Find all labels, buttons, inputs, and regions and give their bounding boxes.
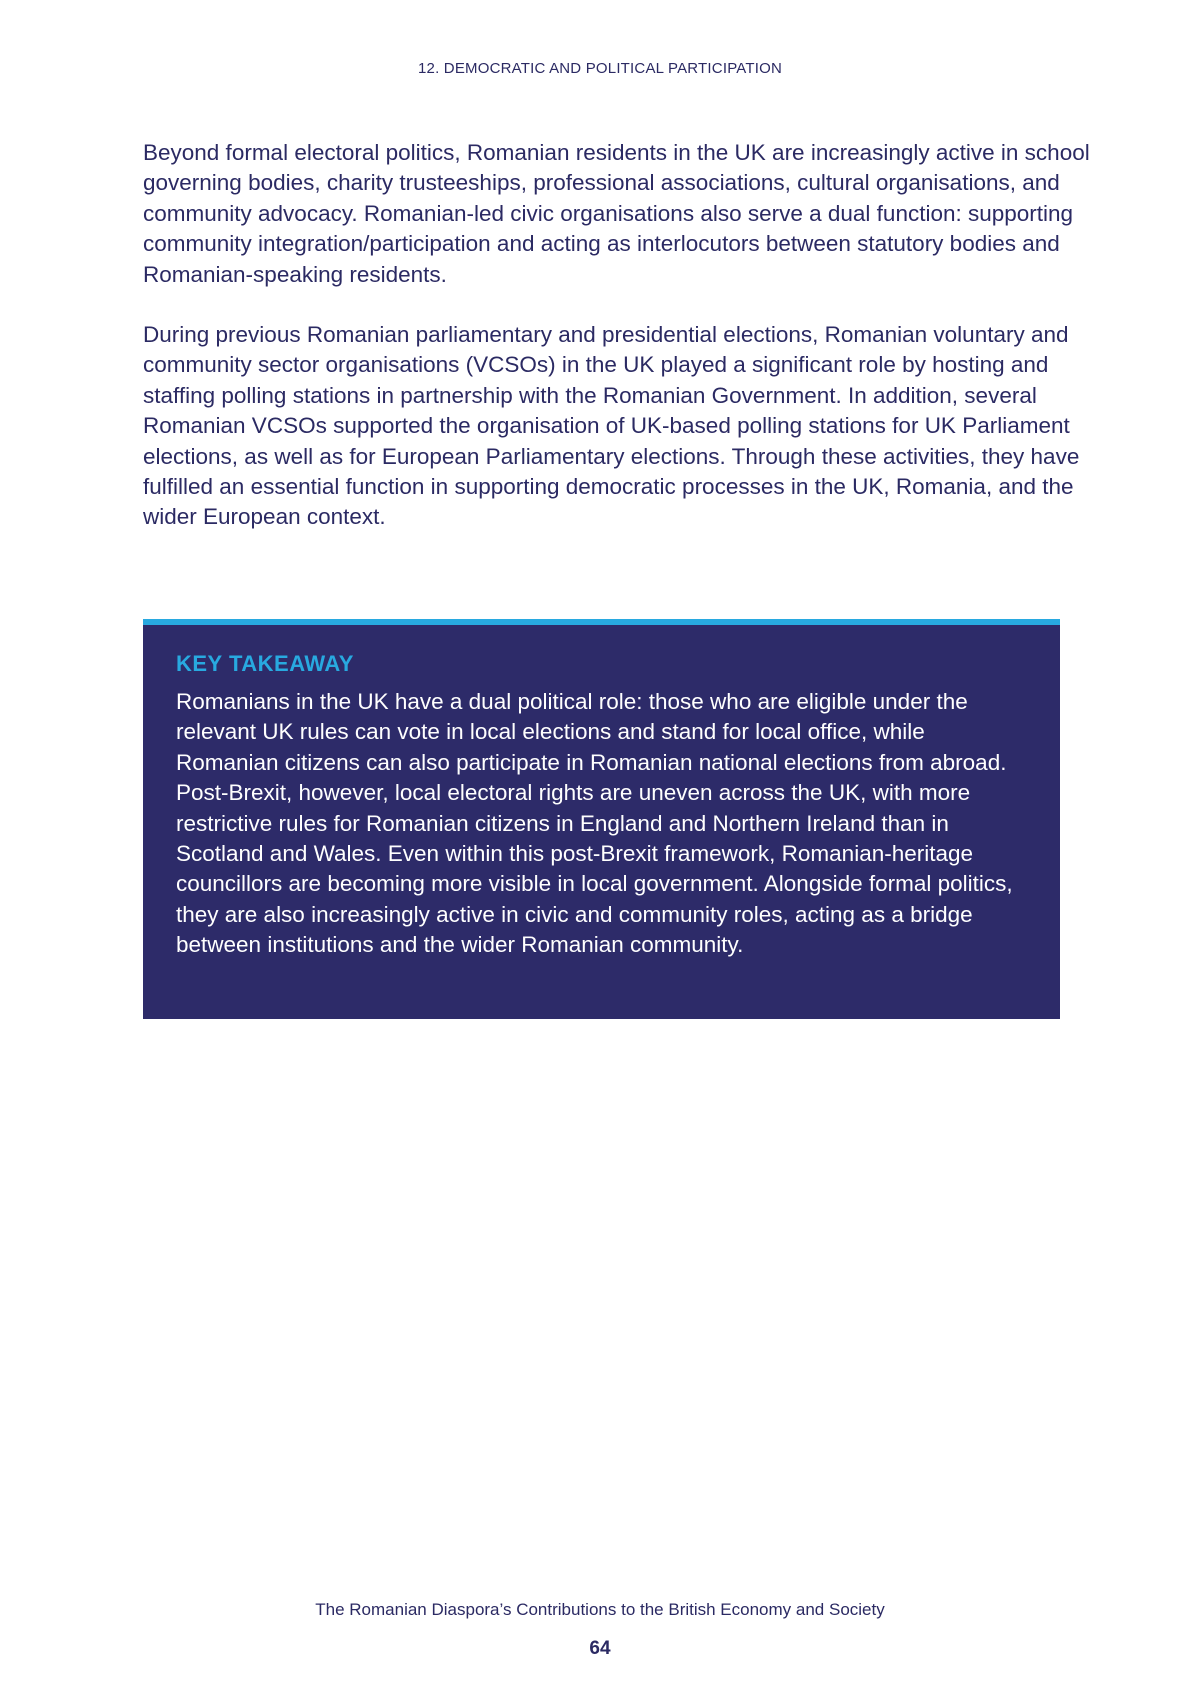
main-content	[143, 138, 1093, 563]
page-number: 64	[589, 1638, 611, 1659]
key-takeaway-text: Romanians in the UK have a dual political role: those who are eligible under the relevant UK rules can vote in local elections and stand for local office, while Romanian citizens can also participate in Romanian national elections from abroad. Post-Brexit, however, local electoral rights are uneven across the UK, with more restrictive rules for Romanian citizens in England and Northern Ireland than in Scotland and Wales. Even within this post-Brexit framework, Romanian-heritage councillors are becoming more visible in local government. Alongside formal politics, they are also increasingly active in civic and community roles, acting as a bridge between institutions and the wider Romanian community.	[176, 689, 1013, 958]
key-takeaway-box	[143, 619, 1060, 1019]
body-paragraph: Beyond formal electoral politics, Romanian residents in the UK are increasingly active in school governing bodies, charity trusteeships, professional associations, cultural organisations, and community advocacy. Romanian-led civic organisations also serve a dual function: supporting community integration/participation and acting as interlocutors between statutory bodies and Romanian-speaking residents.	[143, 140, 1090, 287]
footer-publication-title: The Romanian Diaspora’s Contributions to the British Economy and Society	[315, 1600, 885, 1619]
running-header: 12. DEMOCRATIC AND POLITICAL PARTICIPATION	[417, 60, 783, 77]
key-takeaway-title: KEY TAKEAWAY	[176, 651, 354, 676]
body-paragraph: During previous Romanian parliamentary and presidential elections, Romanian voluntary and community sector organisations (VCSOs) in the UK played a significant role by hosting and staffing polling stations in partnership with the Romanian Government. In addition, several Romanian VCSOs supported the organisation of UK-based polling stations for UK Parliament elections, as well as for European Parliamentary elections. Through these activities, they have fulfilled an essential function in supporting democratic processes in the UK, Romania, and the wider European context.	[143, 322, 1080, 530]
